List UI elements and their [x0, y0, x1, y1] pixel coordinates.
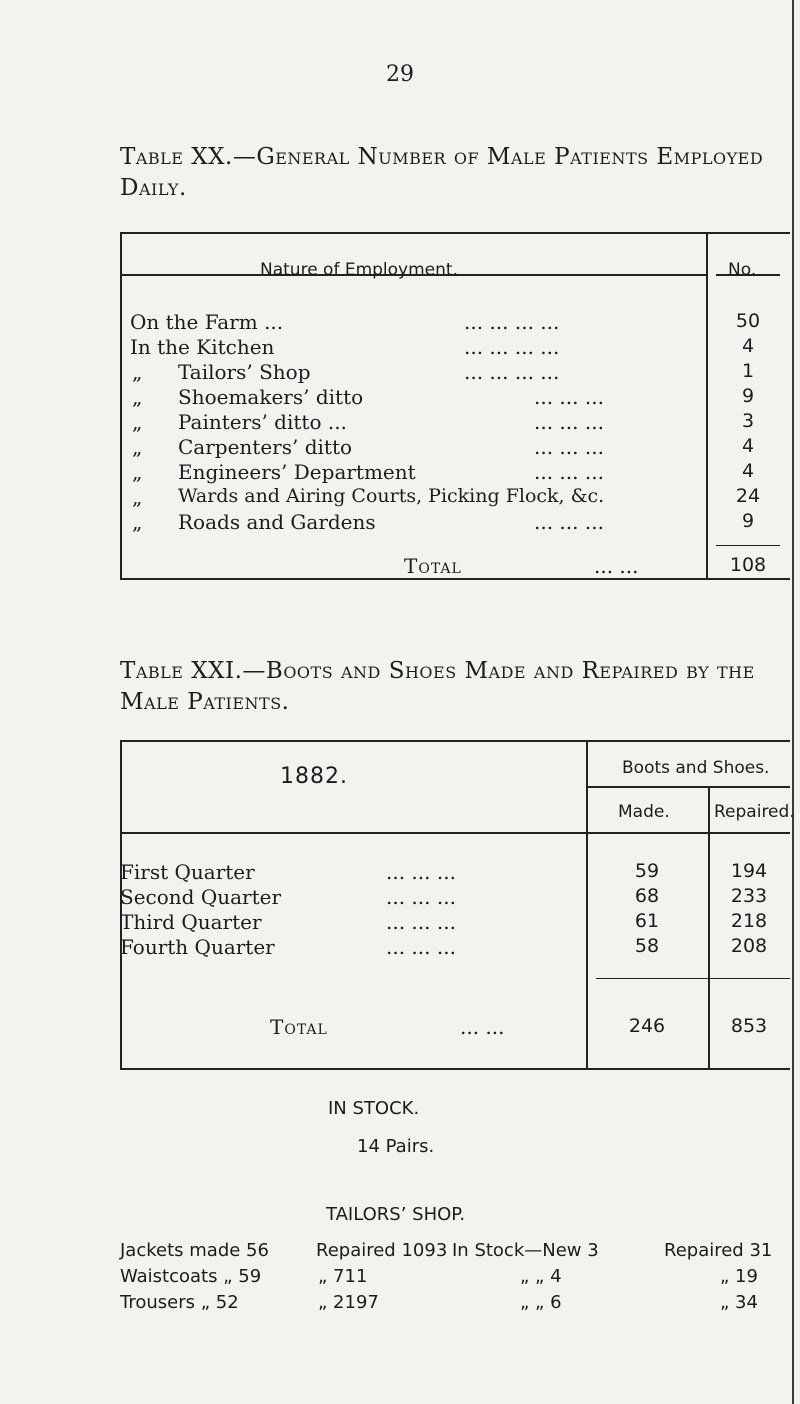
table-xxi-title-line2: Male Patients. [120, 689, 290, 715]
table-row-dots: ... ... ... [534, 385, 604, 409]
table-row: Roads and Gardens [178, 510, 376, 534]
tailors-cell: Trousers „ 52 [120, 1292, 239, 1313]
table-row: In the Kitchen [130, 335, 275, 359]
in-stock-heading: IN STOCK. [328, 1098, 420, 1119]
tailors-cell: Jackets made 56 [120, 1240, 269, 1261]
table-row: Carpenters’ ditto [178, 435, 353, 459]
table-row-dots: ... ... [460, 1015, 505, 1039]
table-row: Painters’ ditto ... [178, 410, 347, 434]
table-xx-header-employment: Nature of Employment. [260, 260, 458, 280]
table-row-dots: ... ... [594, 554, 639, 578]
tailors-cell: „ 19 [720, 1266, 758, 1287]
table-row-dots: ... ... ... [534, 410, 604, 434]
table-cell-repaired: 233 [730, 885, 768, 907]
table-xxi-title-line1: Table XXI.—Boots and Shoes Made and Repaired by the [120, 658, 755, 684]
table-xx-title-line2: Daily. [120, 175, 187, 201]
table-xxi [120, 740, 795, 1070]
table-row-dots: ... ... ... [386, 910, 456, 934]
table-xxi-header-group: Boots and Shoes. [622, 758, 770, 778]
table-cell-made: 68 [634, 885, 660, 907]
table-row-dots: ... ... ... [386, 885, 456, 909]
tailors-cell: In Stock—New 3 [452, 1240, 599, 1261]
tailors-cell: „ 711 [318, 1266, 368, 1287]
table-xx-total-label: Total [404, 554, 462, 578]
table-xxi-header-made: Made. [618, 802, 670, 822]
table-row-dots: ... ... ... ... [464, 310, 560, 334]
tailors-cell: Repaired 1093 [316, 1240, 448, 1261]
table-row: Second Quarter [120, 885, 282, 909]
tailors-cell: Waistcoats „ 59 [120, 1266, 262, 1287]
page-number: 29 [386, 62, 414, 87]
table-xx [120, 232, 790, 580]
ditto-mark: „ [132, 360, 143, 384]
ditto-mark: „ [132, 485, 143, 509]
table-cell-value: 3 [741, 410, 755, 432]
tailors-cell: „ 34 [720, 1292, 758, 1313]
table-cell-value: 9 [741, 510, 755, 532]
table-xx-header-no: No. [728, 260, 757, 280]
table-cell-repaired: 218 [730, 910, 768, 932]
table-row: Tailors’ Shop [178, 360, 311, 384]
table-cell-made: 61 [634, 910, 660, 932]
tailors-cell: „ „ 6 [520, 1292, 562, 1313]
table-row: First Quarter [120, 860, 255, 884]
tailors-cell: „ 2197 [318, 1292, 379, 1313]
table-xxi-header-year: 1882. [280, 764, 348, 789]
table-xx-title-line1: Table XX.—General Number of Male Patients Employed [120, 144, 764, 170]
ditto-mark: „ [132, 410, 143, 434]
table-row-dots: ... ... ... [386, 935, 456, 959]
tailors-cell: „ „ 4 [520, 1266, 562, 1287]
ditto-mark: „ [132, 385, 143, 409]
table-cell-repaired: 194 [730, 860, 768, 882]
table-cell-value: 4 [741, 435, 755, 457]
table-xxi-total-made: 246 [628, 1015, 666, 1037]
table-cell-value: 9 [741, 385, 755, 407]
table-xxi-total-repaired: 853 [730, 1015, 768, 1037]
table-row: Third Quarter [120, 910, 262, 934]
table-cell-value: 4 [741, 335, 755, 357]
table-cell-value: 1 [741, 360, 755, 382]
tailors-shop-heading: TAILORS’ SHOP. [326, 1204, 466, 1225]
table-row-dots: ... ... ... [534, 510, 604, 534]
in-stock-value: 14 Pairs. [357, 1136, 435, 1157]
tailors-cell: Repaired 31 [664, 1240, 773, 1261]
table-row-dots: ... ... ... [534, 460, 604, 484]
table-row: Fourth Quarter [120, 935, 275, 959]
table-cell-made: 58 [634, 935, 660, 957]
table-row-dots: ... ... ... [386, 860, 456, 884]
table-cell-value: 50 [735, 310, 761, 332]
table-cell-made: 59 [634, 860, 660, 882]
table-row: On the Farm ... [130, 310, 284, 334]
table-xxi-total-label: Total [270, 1015, 328, 1039]
table-row: Engineers’ Department [178, 460, 416, 484]
table-xxi-title [120, 656, 800, 718]
ditto-mark: „ [132, 510, 143, 534]
table-row: Shoemakers’ ditto [178, 385, 364, 409]
ditto-mark: „ [132, 460, 143, 484]
table-row-dots: ... ... ... ... [464, 335, 560, 359]
table-cell-repaired: 208 [730, 935, 768, 957]
table-row: Wards and Airing Courts, Picking Flock, &c. [178, 485, 605, 507]
table-cell-value: 4 [741, 460, 755, 482]
ditto-mark: „ [132, 435, 143, 459]
table-cell-value: 24 [735, 485, 761, 507]
table-xx-total-value: 108 [729, 554, 767, 576]
table-xx-title [120, 142, 800, 204]
table-row-dots: ... ... ... [534, 435, 604, 459]
table-xxi-header-repaired: Repaired. [714, 802, 795, 822]
table-row-dots: ... ... ... ... [464, 360, 560, 384]
